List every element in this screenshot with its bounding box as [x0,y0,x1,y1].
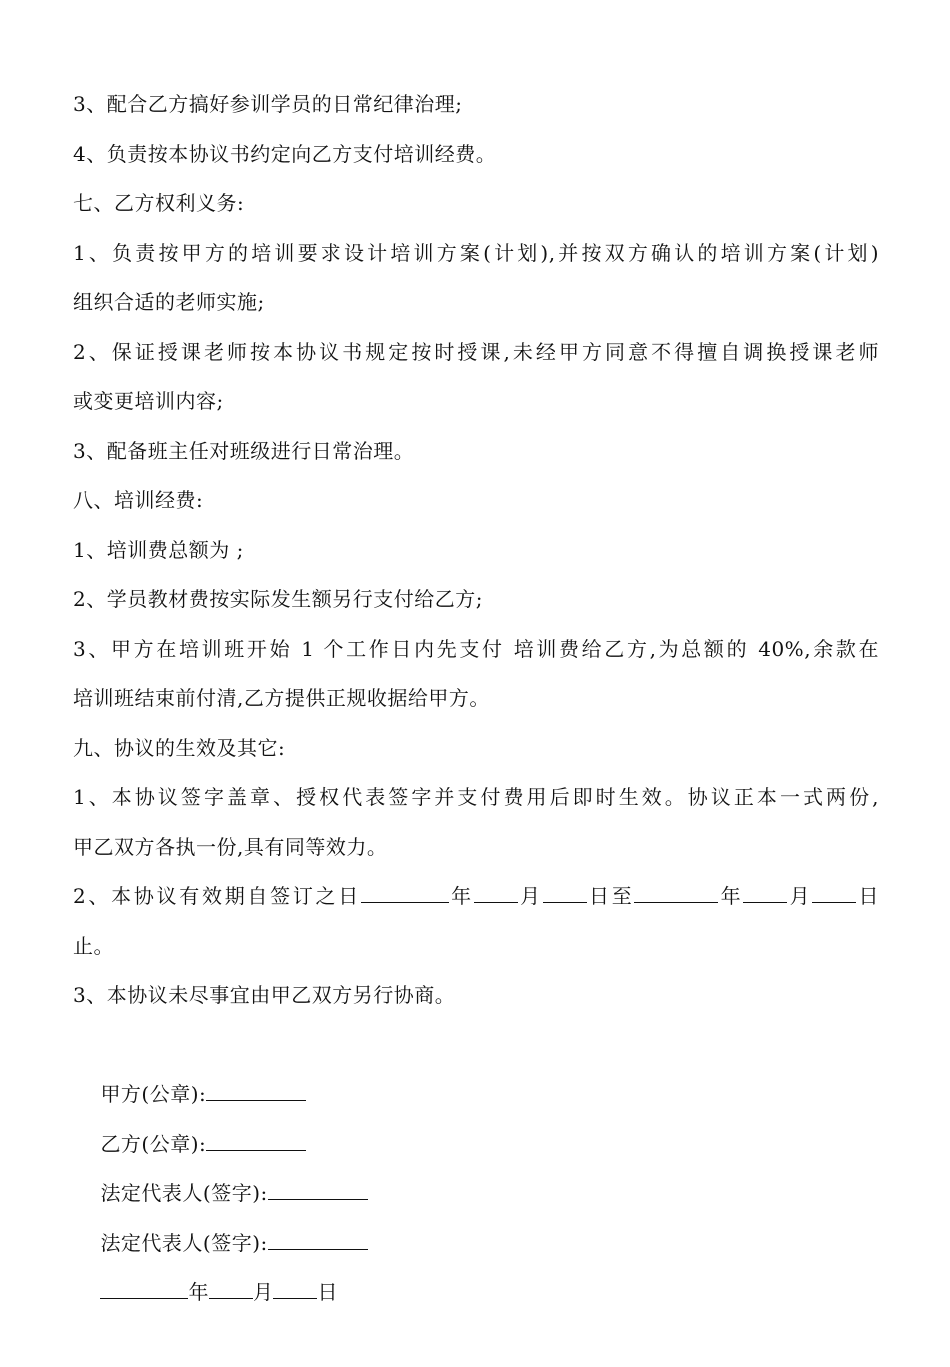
validity-start-month-blank [474,880,518,903]
clause-b2-line1: 2、保证授课老师按本协议书规定按时授课,未经甲方同意不得擅自调换授课老师 [73,339,879,364]
effect-clause-1-line2: 甲乙双方各执一份,具有同等效力。 [73,834,388,859]
validity-end-day-blank [812,880,856,903]
rep-a-signature-blank [268,1177,368,1200]
party-b-seal-label: 乙方(公章): [100,1131,207,1156]
effect-clause-1-line1: 1、本协议签字盖章、授权代表签字并支付费用后即时生效。协议正本一式两份, [73,785,879,809]
clause-a3: 3、配合乙方搞好参训学员的日常纪律治理; [73,92,463,116]
validity-clause-line1 [73,872,879,922]
validity-day-2: 日 [856,884,880,908]
party-a-seal-label: 甲方(公章): [100,1082,207,1106]
validity-start-year-blank [361,880,449,903]
validity-start-day-blank [543,880,587,903]
signing-day-label: 日 [317,1280,338,1304]
validity-clause-line2: 止。 [73,933,114,958]
clause-b3: 3、配备班主任对班级进行日常治理。 [73,438,415,463]
signing-day-blank [273,1276,317,1299]
rep-a-signature-label: 法定代表人(签字): [100,1181,268,1205]
fee-clause-3-line2: 培训班结束前付清,乙方提供正规收据给甲方。 [73,686,490,710]
validity-year-2: 年 [718,884,744,908]
party-a-seal-blank [206,1078,306,1101]
validity-year-1: 年 [448,884,474,908]
validity-month-1: 月 [517,884,543,908]
validity-day-to: 日至 [586,884,635,908]
contract-page [73,80,880,1304]
validity-month-2: 月 [787,884,813,908]
clause-b2-line2: 或变更培训内容; [73,389,224,413]
clause-a4: 4、负责按本协议书约定向乙方支付培训经费。 [73,141,497,166]
signing-month-label: 月 [252,1280,274,1304]
signing-month-blank [209,1276,253,1299]
section-8-heading: 八、培训经费: [73,488,204,512]
effect-clause-3: 3、本协议未尽事宜由甲乙双方另行协商。 [73,983,456,1007]
party-a-seal-line [73,1021,879,1106]
fee-clause-2: 2、学员教材费按实际发生额另行支付给乙方; [73,587,483,611]
validity-prefix: 2、本协议有效期自签订之日 [73,884,361,908]
rep-b-signature-blank [268,1227,368,1250]
fee-clause-1: 1、培训费总额为 ; [73,537,244,562]
party-b-seal-blank [206,1128,306,1151]
validity-end-year-blank [634,880,718,903]
validity-end-month-blank [743,880,787,903]
rep-b-signature-label: 法定代表人(签字): [100,1230,268,1255]
clause-b1-line1: 1、负责按甲方的培训要求设计培训方案(计划),并按双方确认的培训方案(计划) [73,240,879,265]
section-7-heading: 七、乙方权利义务: [73,191,245,215]
signing-year-label: 年 [188,1280,209,1304]
signing-year-blank [100,1276,188,1299]
section-9-heading: 九、协议的生效及其它: [73,735,286,760]
clause-b1-line2: 组织合适的老师实施; [73,290,265,314]
fee-clause-3-line1: 3、甲方在培训班开始 1 个工作日内先支付 培训费给乙方,为总额的 40%,余款在 [73,636,879,661]
